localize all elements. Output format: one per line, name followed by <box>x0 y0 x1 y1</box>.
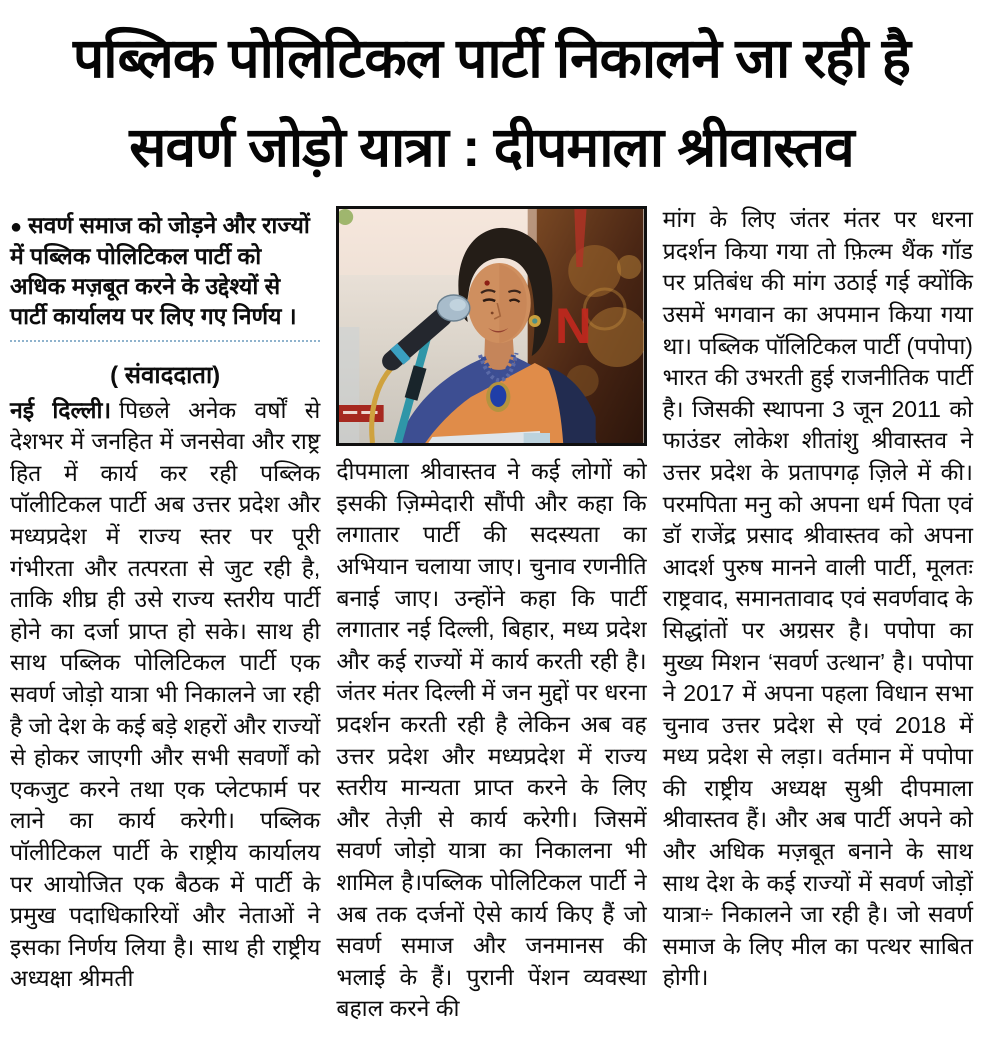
nose-stud <box>491 312 494 315</box>
byline: ( संवाददाता) <box>110 361 221 389</box>
lede-paragraph <box>10 210 320 331</box>
column-left <box>10 204 320 1025</box>
mic-ring <box>397 351 404 357</box>
dateline: नई दिल्ली। <box>10 396 112 423</box>
column-right <box>663 204 973 1025</box>
stand-clamp <box>411 367 420 399</box>
banner-letter-n: N <box>555 297 593 355</box>
lede-text: सवर्ण समाज को जोड़ने और राज्यों में पब्लिक पोलिटिकल पार्टी को अधिक मज़बूत करने के उद्देश्यों से पार्टी कार्यालय पर लिए गए निर्णय । <box>10 212 310 330</box>
paragraph-middle: दीपमाला श्रीवास्तव ने कई लोगों को इसकी ज़िम्मेदारी सौंपी और कहा कि लगातार पार्टी की सदस्यता का अभियान चलाया जाए। चुनाव रणनीति बनाई जाए। उन्होंने कहा कि पार्टी लगातार नई दिल्ली, बिहार, मध्य प्रदेश और कई राज्यों में कार्य करती रही है। जंतर मंतर दिल्ली में जन मुद्दों पर धरना प्रदर्शन करती रही है लेकिन अब वह उत्तर प्रदेश और मध्यप्रदेश में राज्य स्तरीय मान्यता प्राप्त करने के लिए और तेज़ी से कार्य करेगी। जिसमें सवर्ण जोड़ो यात्रा का निकालना भी शामिल है।पब्लिक पोलिटिकल पार्टी ने अब तक दर्जनों ऐसे कार्य किए हैं जो सवर्ण समाज और जनमानस की भलाई के हैं। पुरानी पेंशन व्यवस्था बहाल करने की <box>336 458 647 1022</box>
speaker-photo <box>339 209 643 443</box>
paragraph-left-text: पिछले अनेक वर्षों से देशभर में जनहित में जनसेवा और राष्ट्र हित में कार्य कर रही पब्लिक पॉलीटिकल पार्टी अब उत्तर प्रदेश और मध्यप्रदेश में राज्य स्तर पर पूरी गंभीरता और तत्परता से जुट रही है, ताकि शीघ्र ही उसे राज्य स्तरीय पार्टी होने का दर्जा प्राप्त हो सके। साथ ही साथ पब्लिक पोलिटिकल पार्टी एक सवर्ण जोड़ो यात्रा भी निकालने जा रही है जो देश के कई बड़े शहरों और राज्यों से होकर जाएगी और सभी सवर्णों को एकजुट करने तथा एक प्लेटफार्म पर लाने का कार्य करेगी। पब्लिक पॉलीटिकल पार्टी के राष्ट्रीय कार्यालय पर आयोजित एक बैठक में पार्टी के प्रमुख पदाधिकारियों और नेताओं ने इसका निर्णय लिया है। साथ ही राष्ट्रीय अध्यक्षा श्रीमती <box>10 396 321 992</box>
column-middle <box>336 204 646 1025</box>
pendant-stone <box>490 385 506 407</box>
article-body <box>0 192 983 1025</box>
paragraph-left <box>10 395 320 995</box>
bullet-icon: ● <box>10 216 23 239</box>
paragraph-right: मांग के लिए जंतर मंतर पर धरना प्रदर्शन किया गया तो फ़िल्म थैंक गॉड पर प्रतिबंध की मांग उठाई गई क्योंकि उसमें भगवान का अपमान किया गया था। पब्लिक पॉलिटिकल पार्टी (पपोपा) भारत की उभरती हुई राजनीतिक पार्टी है। जिसकी स्थापना 3 जून 2011 को फाउंडर लोकेश शीतांशु श्रीवास्तव ने उत्तर प्रदेश के प्रतापगढ़ ज़िले में की। परमपिता मनु को अपना धर्म पिता एवं डॉ राजेंद्र प्रसाद श्रीवास्तव को अपना आदर्श पुरुष मानने वाली पार्टी, मूलतः राष्ट्रवाद, समानतावाद एवं सवर्णवाद के सिद्धांतों पर अग्रसर है। पपोपा का मुख्य मिशन ‘सवर्ण उत्थान’ है। पपोपा ने 2017 में अपना पहला विधान सभा चुनाव उत्तर प्रदेश से एवं 2018 में मध्य प्रदेश से लड़ा। वर्तमान में पपोपा की राष्ट्रीय अध्यक्ष सुश्री दीपमाला श्रीवास्तव हैं। और अब पार्टी अपने को और अधिक मज़बूत बनाने के साथ साथ देश के कई राज्यों में सवर्ण जोड़ों यात्रा÷ निकालने जा रही है। जो सवर्ण समाज के लिए मील का पत्थर साबित होगी। <box>662 206 973 991</box>
headline-line-1: पब्लिक पोलिटिकल पार्टी निकालने जा रही है <box>72 27 911 89</box>
photo-frame <box>336 206 646 446</box>
headline-line-2: सवर्ण जोड़ो यात्रा : दीपमाला श्रीवास्तव <box>129 116 854 179</box>
dotted-divider <box>10 340 320 342</box>
article-headline <box>0 0 983 192</box>
bindi <box>485 281 490 286</box>
